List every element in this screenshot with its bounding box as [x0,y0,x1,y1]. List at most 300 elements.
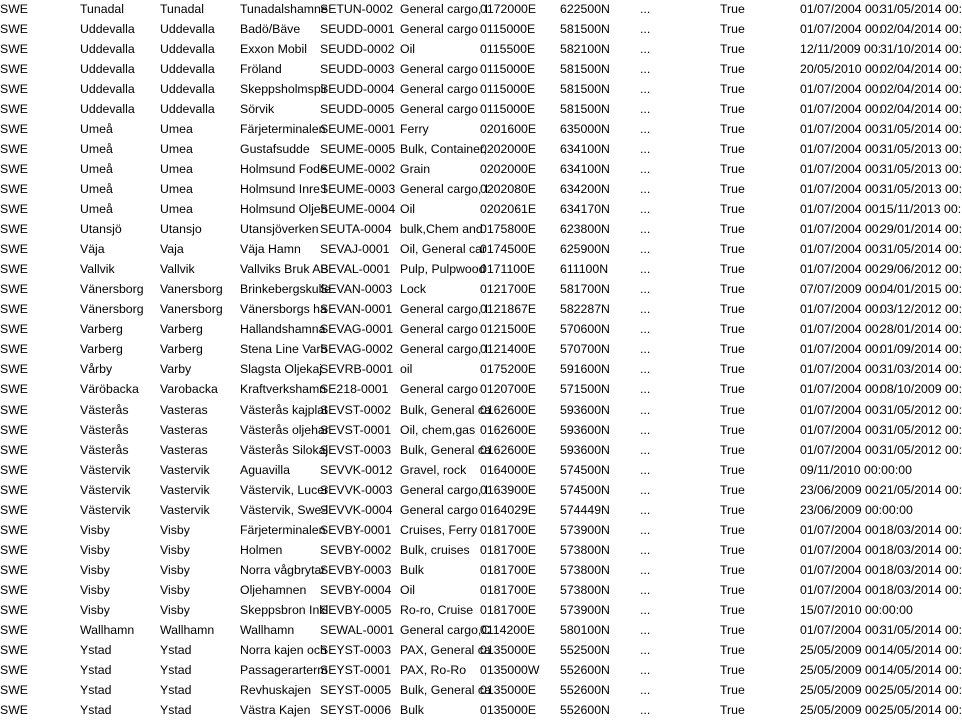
table-cell[interactable]: Varby [160,362,192,377]
table-cell[interactable]: 582287N [560,302,610,317]
table-cell[interactable]: 09/11/2010 00:00:00 [800,462,912,477]
table-cell[interactable]: 01/07/2004 00: [800,542,883,557]
table-cell[interactable]: SWE [0,342,29,357]
table-cell[interactable]: Wallhamn [160,623,215,638]
table-cell[interactable]: Ystad [160,663,192,678]
table-cell[interactable]: SWE [0,663,29,678]
table-cell[interactable]: Vänersborg [80,282,144,297]
table-cell[interactable]: Oil [400,41,416,56]
table-cell[interactable]: ... [640,522,651,537]
table-cell[interactable]: SWE [0,222,29,237]
table-cell[interactable]: Färjeterminalen [240,522,326,537]
table-cell[interactable]: Uddevalla [80,101,135,116]
table-cell[interactable]: Vanersborg [160,282,223,297]
table-cell[interactable]: Kraftverkshamn [240,382,327,397]
table-cell[interactable]: 593600N [560,422,610,437]
table-cell[interactable]: 01/07/2004 00: [800,422,883,437]
table-cell[interactable]: True [720,462,745,477]
table-cell[interactable]: True [720,683,745,698]
table-cell[interactable]: Norra vågbrytar [240,562,326,577]
table-cell[interactable]: 552600N [560,683,610,698]
table-cell[interactable]: 581500N [560,101,610,116]
table-cell[interactable]: True [720,703,745,718]
table-cell[interactable]: Vallvik [160,262,195,277]
table-cell[interactable]: 15/07/2010 00:00:00 [800,603,913,617]
table-cell[interactable]: SEVST-0002 [320,402,392,417]
table-cell[interactable]: 02/04/2014 00: [880,101,962,116]
table-cell[interactable]: 07/07/2009 00: [800,282,883,297]
table-cell[interactable]: Utansjo [160,222,202,237]
table-cell[interactable]: 01/07/2004 00: [800,101,883,116]
table-cell[interactable]: Umea [160,141,193,156]
table-cell[interactable]: Vastervik [160,502,210,517]
table-cell[interactable]: ... [640,161,651,176]
table-cell[interactable]: True [720,422,745,437]
table-cell[interactable]: 573800N [560,582,610,597]
table-cell[interactable]: 0163900E [480,482,537,497]
table-cell[interactable]: 593600N [560,442,610,457]
table-cell[interactable]: SEVVK-0003 [320,482,393,497]
table-cell[interactable]: Uddevalla [160,101,215,116]
table-cell[interactable]: 01/07/2004 00: [800,582,883,597]
table-cell[interactable]: 0162600E [480,402,537,417]
table-cell[interactable]: Revhuskajen [240,683,312,698]
table-cell[interactable]: SWE [0,181,29,196]
table-cell[interactable]: 14/05/2014 00: [880,663,962,678]
table-cell[interactable]: SWE [0,562,29,577]
table-cell[interactable]: 0120700E [480,382,537,397]
table-cell[interactable] [880,460,960,480]
table-cell[interactable]: Västerås oljehar [240,422,329,437]
table-cell[interactable]: ... [640,121,651,136]
table-cell[interactable]: General cargo, I [400,302,489,317]
table-cell[interactable]: Uddevalla [160,41,215,56]
table-cell[interactable]: True [720,502,745,517]
table-cell[interactable]: 31/10/2014 00: [880,41,962,56]
table-cell[interactable]: True [720,623,745,638]
table-cell[interactable]: 552600N [560,703,610,718]
table-cell[interactable]: Ferry [400,121,429,136]
table-cell[interactable]: SWE [0,442,29,457]
table-cell[interactable]: Uddevalla [80,21,135,36]
table-cell[interactable]: 25/05/2009 00: [800,683,883,698]
table-cell[interactable]: 580100N [560,623,610,638]
table-cell[interactable]: Cruises, Ferry [400,522,478,537]
table-cell[interactable]: SEUME-0001 [320,121,396,136]
table-cell[interactable]: Holmsund Oljeh [240,202,328,216]
table-cell[interactable]: 0174500E [480,242,537,257]
table-cell[interactable]: Visby [160,542,190,557]
table-cell[interactable]: Umea [160,161,193,176]
table-cell[interactable]: 23/06/2009 00: [800,482,883,497]
table-cell[interactable]: ... [640,582,651,597]
table-cell[interactable]: Hallandshamna [240,322,326,337]
table-cell[interactable]: SWE [0,603,29,617]
table-cell[interactable]: General cargo [400,21,478,36]
table-cell[interactable]: 31/05/2014 00: [880,121,962,136]
table-cell[interactable]: Ystad [80,643,112,658]
table-cell[interactable]: Vallviks Bruk AB [240,262,329,277]
table-cell[interactable]: Tunadalshamne [240,1,328,16]
table-cell[interactable]: Vastervik [160,462,210,477]
table-cell[interactable]: 0181700E [480,603,537,617]
table-cell[interactable]: SEVAN-0003 [320,282,393,297]
table-cell[interactable]: 02/04/2014 00: [880,61,962,76]
table-cell[interactable]: SWE [0,282,29,297]
table-cell[interactable]: 01/07/2004 00: [800,302,883,317]
table-cell[interactable]: 01/07/2004 00: [800,562,883,577]
table-cell[interactable]: Visby [160,603,190,617]
table-cell[interactable]: 634100N [560,161,610,176]
table-cell[interactable]: SWE [0,623,29,638]
table-cell[interactable]: 0121700E [480,282,537,297]
table-cell[interactable]: SWE [0,202,29,216]
table-cell[interactable]: SWE [0,81,29,96]
table-cell[interactable]: Utansjöverken [240,222,319,237]
table-cell[interactable]: True [720,161,745,176]
table-cell[interactable]: 01/09/2014 00: [880,342,962,357]
table-cell[interactable]: Västerås [80,422,129,437]
table-cell[interactable]: 571500N [560,382,610,397]
table-cell[interactable]: 582100N [560,41,610,56]
table-cell[interactable]: SEVBY-0003 [320,562,392,577]
table-cell[interactable]: 18/03/2014 00: [880,582,962,597]
table-cell[interactable]: Grain [400,161,431,176]
table-cell[interactable]: Västerås [80,442,129,457]
table-cell[interactable]: 29/01/2014 00: [880,222,962,237]
table-cell[interactable]: 0202061E [480,202,537,216]
table-cell[interactable]: SEVVK-0004 [320,502,393,517]
table-cell[interactable]: General cargo [400,101,478,116]
table-cell[interactable]: 01/07/2004 00: [800,362,883,377]
table-cell[interactable]: 635000N [560,121,610,136]
table-cell[interactable]: 18/03/2014 00: [880,562,962,577]
table-cell[interactable]: SEVBY-0002 [320,542,392,557]
table-cell[interactable]: General cargo [400,322,478,337]
table-cell[interactable]: SEWAL-0001 [320,623,395,638]
table-cell[interactable]: SWE [0,141,29,156]
table-cell[interactable]: ... [640,322,651,337]
table-cell[interactable]: SEUDD-0004 [320,81,395,96]
table-cell[interactable]: 31/05/2013 00: [880,181,962,196]
table-cell[interactable]: SWE [0,582,29,597]
table-cell[interactable]: SEUDD-0005 [320,101,395,116]
table-cell[interactable]: True [720,342,745,357]
table-cell[interactable]: Bulk, cruises [400,542,470,557]
table-cell[interactable]: SWE [0,322,29,337]
table-cell[interactable]: SEVAG-0001 [320,322,393,337]
table-cell[interactable]: 0115000E [480,21,536,36]
table-cell[interactable]: ... [640,262,651,277]
table-cell[interactable]: ... [640,502,651,517]
table-cell[interactable]: SEYST-0006 [320,703,392,718]
table-cell[interactable]: True [720,522,745,537]
table-cell[interactable]: True [720,262,745,277]
table-cell[interactable]: Visby [80,542,110,557]
table-cell[interactable]: ... [640,402,651,417]
table-cell[interactable]: ... [640,462,651,477]
table-cell[interactable]: ... [640,362,651,377]
table-cell[interactable]: General cargo, I [400,342,489,357]
table-cell[interactable]: SWE [0,502,29,517]
table-cell[interactable]: 23/06/2009 00:00:00 [800,502,913,517]
table-cell[interactable]: 08/10/2009 00: [880,382,962,397]
table-cell[interactable]: True [720,382,745,397]
table-cell[interactable]: 25/05/2014 00: [880,703,962,718]
table-cell[interactable]: Ystad [160,703,192,718]
table-cell[interactable]: 01/07/2004 00: [800,1,883,16]
table-cell[interactable]: Oil [400,202,416,216]
table-cell[interactable]: 0164000E [480,462,537,477]
table-cell[interactable]: 0171100E [480,262,536,277]
table-cell[interactable]: Umea [160,181,193,196]
table-cell[interactable]: 01/07/2004 00: [800,382,883,397]
table-cell[interactable]: Västervik [80,482,131,497]
table-cell[interactable]: SEVBY-0005 [320,603,392,617]
table-cell[interactable]: Varberg [160,322,203,337]
table-cell[interactable]: General cargo,C [400,623,491,638]
table-cell[interactable]: 570700N [560,342,610,357]
table-cell[interactable]: 0175200E [480,362,537,377]
table-cell[interactable]: ... [640,21,651,36]
table-cell[interactable]: Bulk, General ca [400,683,491,698]
table-cell[interactable]: SEYST-0003 [320,643,392,658]
table-cell[interactable]: Tunadal [80,1,124,16]
table-cell[interactable]: 21/05/2014 00: [880,482,962,497]
table-cell[interactable]: True [720,542,745,557]
table-cell[interactable]: 0115000E [480,81,536,96]
table-cell[interactable]: Visby [160,522,190,537]
table-cell[interactable]: True [720,61,745,76]
table-cell[interactable]: Varberg [80,342,123,357]
table-cell[interactable]: SEUDD-0002 [320,41,395,56]
table-cell[interactable]: Stena Line Varb [240,342,328,357]
table-cell[interactable]: Oil, General car [400,242,487,257]
table-cell[interactable]: 01/07/2004 00: [800,322,883,337]
table-cell[interactable]: SWE [0,242,29,257]
table-cell[interactable]: 0135000E [480,683,537,698]
table-cell[interactable]: 0164029E [480,502,537,517]
table-cell[interactable]: Slagsta Oljekaj [240,362,323,377]
table-cell[interactable]: 01/07/2004 00: [800,141,883,156]
table-cell[interactable]: SEUME-0004 [320,202,396,216]
table-cell[interactable]: Umeå [80,202,113,216]
table-cell[interactable]: 593600N [560,402,610,417]
table-cell[interactable]: Ystad [160,683,192,698]
table-cell[interactable]: Aguavilla [240,462,290,477]
table-cell[interactable]: Umeå [80,181,113,196]
table-cell[interactable]: ... [640,81,651,96]
table-cell[interactable]: SEVAG-0002 [320,342,393,357]
table-cell[interactable]: True [720,643,745,658]
table-cell[interactable]: True [720,663,745,678]
table-cell[interactable]: True [720,582,745,597]
table-cell[interactable]: 31/03/2014 00: [880,362,962,377]
table-cell[interactable]: SWE [0,21,29,36]
table-cell[interactable]: ... [640,482,651,497]
table-cell[interactable]: 01/07/2004 00: [800,121,883,136]
table-cell[interactable]: 611100N [560,262,609,277]
table-cell[interactable]: Ystad [80,703,112,718]
table-cell[interactable]: True [720,41,745,56]
table-cell[interactable]: Fröland [240,61,282,76]
table-cell[interactable]: 15/11/2013 00: [880,202,962,216]
table-cell[interactable]: Västervik, Lucer [240,482,329,497]
table-cell[interactable]: 0135000E [480,703,537,718]
table-cell[interactable]: ... [640,141,651,156]
table-cell[interactable]: Visby [80,603,110,617]
table-cell[interactable]: SWE [0,683,29,698]
table-cell[interactable]: ... [640,302,651,317]
table-cell[interactable]: Lock [400,282,426,297]
table-cell[interactable]: SEYST-0001 [320,663,392,678]
table-cell[interactable]: bulk,Chem and [400,222,483,237]
table-cell[interactable]: Västervik [80,502,131,517]
table-cell[interactable]: 01/07/2004 00: [800,402,883,417]
table-cell[interactable]: 31/05/2014 00: [880,623,962,638]
table-cell[interactable]: 18/03/2014 00: [880,522,962,537]
table-cell[interactable]: SEUME-0003 [320,181,396,196]
table-cell[interactable]: General cargo [400,382,478,397]
table-cell[interactable]: Bulk [400,703,424,718]
table-cell[interactable]: ... [640,422,651,437]
table-cell[interactable]: 0172000E [480,1,537,16]
table-cell[interactable]: 18/03/2014 00: [880,542,962,557]
table-cell[interactable]: ... [640,683,651,698]
table-cell[interactable]: 0181700E [480,542,537,557]
table-cell[interactable]: 31/05/2013 00: [880,161,962,176]
table-cell[interactable]: Umeå [80,121,113,136]
table-cell[interactable]: 28/01/2014 00: [880,322,962,337]
table-cell[interactable]: ... [640,342,651,357]
table-cell[interactable]: Ystad [160,643,192,658]
table-cell[interactable]: 31/05/2012 00: [880,402,962,417]
table-cell[interactable]: Uddevalla [160,21,215,36]
table-cell[interactable]: SWE [0,402,29,417]
table-cell[interactable]: ... [640,282,651,297]
table-cell[interactable]: 01/07/2004 00: [800,262,883,277]
table-cell[interactable]: Uddevalla [160,61,215,76]
table-cell[interactable]: Uddevalla [160,81,215,96]
table-cell[interactable]: 623800N [560,222,610,237]
table-cell[interactable]: 581500N [560,21,610,36]
table-cell[interactable]: Bulk [400,562,424,577]
table-cell[interactable]: 0201600E [480,121,537,136]
table-cell[interactable]: 25/05/2014 00: [880,683,962,698]
table-cell[interactable]: PAX, Ro-Ro [400,663,467,678]
table-cell[interactable]: True [720,101,745,116]
table-cell[interactable]: Wallhamn [80,623,135,638]
table-cell[interactable]: SWE [0,302,29,317]
table-cell[interactable]: SWE [0,61,29,76]
table-cell[interactable]: Vanersborg [160,302,223,317]
table-cell[interactable]: Västra Kajen [240,703,311,718]
table-cell[interactable]: ... [640,222,651,237]
table-cell[interactable]: 574500N [560,482,610,497]
table-cell[interactable]: 01/07/2004 00: [800,442,883,457]
table-cell[interactable]: PAX, General ca [400,643,491,658]
table-cell[interactable]: 0202000E [480,141,537,156]
table-cell[interactable]: True [720,322,745,337]
table-cell[interactable]: Skeppsholmspir [240,81,328,96]
table-cell[interactable]: Vaja [160,242,184,257]
table-cell[interactable]: ... [640,542,651,557]
table-cell[interactable]: 01/07/2004 00: [800,623,883,638]
table-cell[interactable]: Visby [80,522,110,537]
table-cell[interactable]: 0115000E [480,61,536,76]
table-cell[interactable]: Skeppsbron Inkl [240,603,329,617]
table-cell[interactable]: Vasteras [160,402,208,417]
table-cell[interactable]: True [720,562,745,577]
table-cell[interactable]: Visby [160,582,190,597]
table-cell[interactable]: 02/04/2014 00: [880,21,962,36]
table-cell[interactable]: 0162600E [480,422,537,437]
table-cell[interactable]: ... [640,61,651,76]
table-cell[interactable]: 31/05/2014 00: [880,1,962,16]
table-cell[interactable]: Västervik [80,462,131,477]
table-cell[interactable]: Bulk, General ca [400,442,491,457]
table-cell[interactable]: SWE [0,703,29,718]
table-cell[interactable]: Passagerarterm [240,663,328,678]
table-cell[interactable]: General cargo, I [400,1,489,16]
table-cell[interactable]: 581500N [560,81,610,96]
table-cell[interactable]: ... [640,202,651,216]
table-cell[interactable]: ... [640,442,651,457]
table-cell[interactable]: Ystad [80,663,112,678]
table-cell[interactable]: Varobacka [160,382,218,397]
table-cell[interactable]: 0162600E [480,442,537,457]
table-cell[interactable]: ... [640,562,651,577]
table-cell[interactable]: True [720,302,745,317]
table-cell[interactable]: Vänersborg [80,302,144,317]
table-cell[interactable]: True [720,141,745,156]
table-cell[interactable]: SEVST-0003 [320,442,392,457]
table-cell[interactable]: 634170N [560,202,610,216]
table-cell[interactable]: 0181700E [480,562,537,577]
table-cell[interactable]: SWE [0,542,29,557]
table-cell[interactable]: General cargo [400,81,478,96]
table-cell[interactable]: Västervik, Swe-l [240,502,329,517]
table-cell[interactable]: True [720,242,745,257]
table-cell[interactable]: SE218-0001 [320,382,389,397]
table-cell[interactable]: Ystad [80,683,112,698]
table-cell[interactable]: 0115000E [480,101,536,116]
table-cell[interactable]: SEUME-0002 [320,161,396,176]
table-cell[interactable]: Brinkebergskulle [240,282,331,297]
table-cell[interactable]: 31/05/2014 00: [880,242,962,257]
table-cell[interactable]: SEVAJ-0001 [320,242,390,257]
table-cell[interactable]: 01/07/2004 00: [800,242,883,257]
table-cell[interactable]: 634200N [560,181,610,196]
table-cell[interactable]: True [720,81,745,96]
table-cell[interactable]: Visby [80,582,110,597]
table-cell[interactable]: ... [640,703,651,718]
table-cell[interactable]: SEUTA-0004 [320,222,392,237]
table-cell[interactable]: Oljehamnen [240,582,307,597]
table-cell[interactable]: 20/05/2010 00: [800,61,883,76]
table-cell[interactable]: True [720,222,745,237]
table-cell[interactable]: 04/01/2015 00: [880,282,962,297]
table-cell[interactable]: Umeå [80,161,113,176]
table-cell[interactable]: True [720,181,745,196]
table-cell[interactable]: SWE [0,262,29,277]
table-cell[interactable]: 31/05/2012 00: [880,442,962,457]
table-cell[interactable]: 0175800E [480,222,537,237]
table-cell[interactable]: 29/06/2012 00: [880,262,962,277]
table-cell[interactable]: Bulk, Container, [400,141,487,156]
table-cell[interactable]: Uddevalla [80,41,135,56]
table-cell[interactable]: Vallvik [80,262,115,277]
